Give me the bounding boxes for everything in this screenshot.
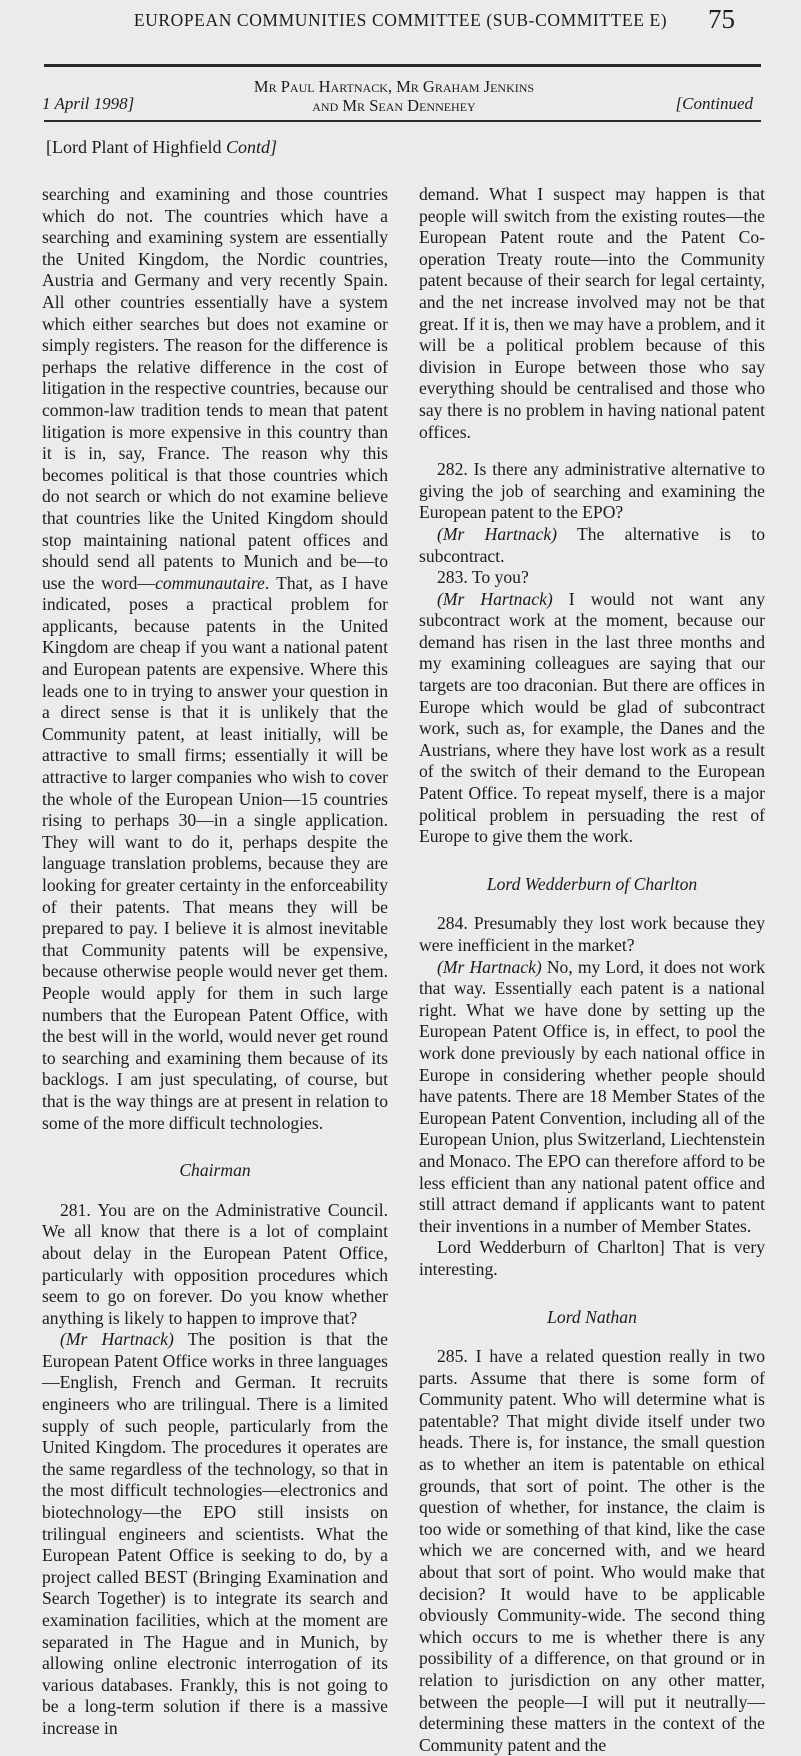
interjection: Lord Wedderburn of Charlton] That is very interesting. bbox=[419, 1237, 765, 1279]
question-282: 282. Is there any administrative alternative to giving the job of searching and examining the European patent to the EPO? bbox=[419, 459, 765, 523]
section-label-name: [Lord Plant of Highfield bbox=[46, 137, 226, 157]
section-label-suffix: Contd] bbox=[225, 137, 277, 157]
subheader-rule bbox=[44, 120, 761, 122]
answer-text: The alternative is to subcontract. bbox=[419, 523, 765, 566]
witnesses bbox=[244, 77, 544, 115]
answer-283 bbox=[419, 589, 765, 848]
question-284: 284. Presumably they lost work because they were inefficient in the market? bbox=[419, 913, 765, 955]
hearing-date: 1 April 1998] bbox=[42, 94, 135, 113]
answer-282 bbox=[419, 524, 765, 567]
page-number: 75 bbox=[708, 4, 735, 34]
answer-speaker: (Mr Hartnack) bbox=[437, 956, 542, 977]
section-label bbox=[46, 137, 277, 158]
running-title: EUROPEAN COMMUNITIES COMMITTEE (SUB-COMMITTEE E) bbox=[133, 10, 668, 30]
answer-281 bbox=[42, 1329, 388, 1739]
answer-text: No, my Lord, it does not work that way. Essentially each patent is a national right. What we have done by setting up the European Patent Office is, in effect, to pool the work done previously by each national office in Europe in considering whether people should have patents. There are 18 Member States of the European Patent Convention, including all of the European Union, plus Switzerland, Liechtenstein and Monaco. The EPO can therefore afford to be less efficient than any national patent office and still attract demand if applicants want to patent their inventions in a number of Member States. bbox=[419, 956, 766, 1236]
question-283: 283. To you? bbox=[437, 567, 529, 588]
answer-text: The position is that the European Patent Office works in three languages—English, French and German. It recruits engineers who are trilingual. There is a limited supply of such people, particularly from the United Kingdom. The procedures it operates are the same regardless of the technology, so that in the most difficult technologies—electronics and biotechnology—the EPO still insists on trilingual engineers and scientists. What the European Patent Office is seeking to do, by a project called BEST (Bringing Examination and Search Together) is to integrate its search and examination facilities, which at the moment are separated in The Hague and in Munich, by allowing online electronic interrogation of its various databases. Frankly, this is not going to be a long-term solution if there is a massive increase in bbox=[42, 1329, 388, 1738]
witnesses-line-1: Mr Paul Hartnack, Mr Graham Jenkins bbox=[253, 77, 535, 96]
paragraph-text: . That, as I have indicated, poses a practical problem for applicants, because patents in the United Kingdom are cheap if you want a national patent and European patents are expensive. Where this leads one to in trying to answer your question in a direct sense is that it is unlikely that the Community patent, at least initially, will be attractive to small firms; essentially it will be attractive to larger companies who wish to cover the whole of the European Union—15 countries rising to perhaps 30—in a single application. They will want to do it, perhaps despite the language translation problems, because they are looking for greater certainty in the enforceability of their patents. That means they will be prepared to pay. I believe it is almost inevitable that Community patents will be expensive, because otherwise people would never get them. People would apply for them in such large numbers that the European Patent Office, with the best will in the world, would never get round to searching and examining them because of its backlogs. I am just speculating, of course, but that is the way things are at present in relation to some of the more difficult technologies. bbox=[42, 572, 388, 1133]
speaker-heading: Lord Nathan bbox=[547, 1306, 637, 1327]
witnesses-line-2: and Mr Sean Dennehey bbox=[312, 96, 476, 115]
foreign-word: communautaire bbox=[155, 572, 265, 593]
answer-speaker: (Mr Hartnack) bbox=[437, 588, 553, 609]
header-rule bbox=[44, 64, 761, 67]
paragraph bbox=[42, 184, 388, 1134]
paragraph: demand. What I suspect may happen is that people will switch from the existing routes—the European Patent route and the Patent Co-operation Treaty route—into the Community patent because of their search for legal certainty, and the net increase involved may not be that great. If it is, then we may have a problem, and it will be a political problem because of this division in Europe between those who say everything should be centralised and those who say there is no problem in having national patent offices. bbox=[419, 184, 765, 442]
paragraph-text: searching and examining and those countries which do not. The countries which have a searching and examining system are essentially the United Kingdom, the Nordic countries, Austria and Germany and very recently Spain. All other countries essentially have a system which either searches but does not examine or simply registers. The reason for the difference is perhaps the relative difference in the cost of litigation in the respective countries, because our common-law tradition tends to mean that patent litigation is more expensive in this country than it is in, say, France. The reason why this becomes political is that those countries which do not search or which do not examine believe that countries like the United Kingdom should stop maintaining national patent offices and should send all patents to Munich and be—to use the word— bbox=[42, 184, 388, 593]
answer-284 bbox=[419, 957, 765, 1238]
answer-speaker: (Mr Hartnack) bbox=[437, 523, 557, 544]
question-281: 281. You are on the Administrative Council. We all know that there is a lot of complaint about delay in the European Patent Office, particularly with opposition procedures which seem to go on forever. Do you know whether anything is likely to happen to improve that? bbox=[42, 1199, 388, 1328]
right-column bbox=[419, 184, 765, 1756]
speaker-heading: Chairman bbox=[179, 1160, 251, 1181]
answer-speaker: (Mr Hartnack) bbox=[60, 1329, 174, 1350]
continued-label: [Continued bbox=[675, 94, 753, 113]
left-column bbox=[42, 184, 388, 1740]
answer-text: I would not want any subcontract work at the moment, because our demand has risen in the last three months and my examining colleagues are saying that our targets are too draconian. But there are offices in Europe which would be glad of subcontract work, such as, for example, the Danes and the Austrians, where they have lost work as a result of the switch of their demand to the European Patent Office. To repeat myself, there is a major political problem in persuading the rest of Europe to give them the work. bbox=[419, 588, 765, 847]
question-285: 285. I have a related question really in two parts. Assume that there is some form of Community patent. Who will determine what is patentable? That might divide itself under two heads. There is, for instance, the small question as to whether an item is patentable on ethical grounds, that sort of point. The other is the question of whether, for instance, the claim is too wide or something of that kind, like the case which we are concerned with, and we heard about that sort of point. Who would make that decision? It would have to be applicable obviously Community-wide. The second thing which occurs to me is whether there is any possibility of a difference, on that ground or in relation to jurisdiction on any other matter, between the people—I will put it neutrally—determining these matters in the context of the Community patent and the bbox=[419, 1346, 765, 1755]
speaker-heading: Lord Wedderburn of Charlton bbox=[486, 873, 698, 894]
